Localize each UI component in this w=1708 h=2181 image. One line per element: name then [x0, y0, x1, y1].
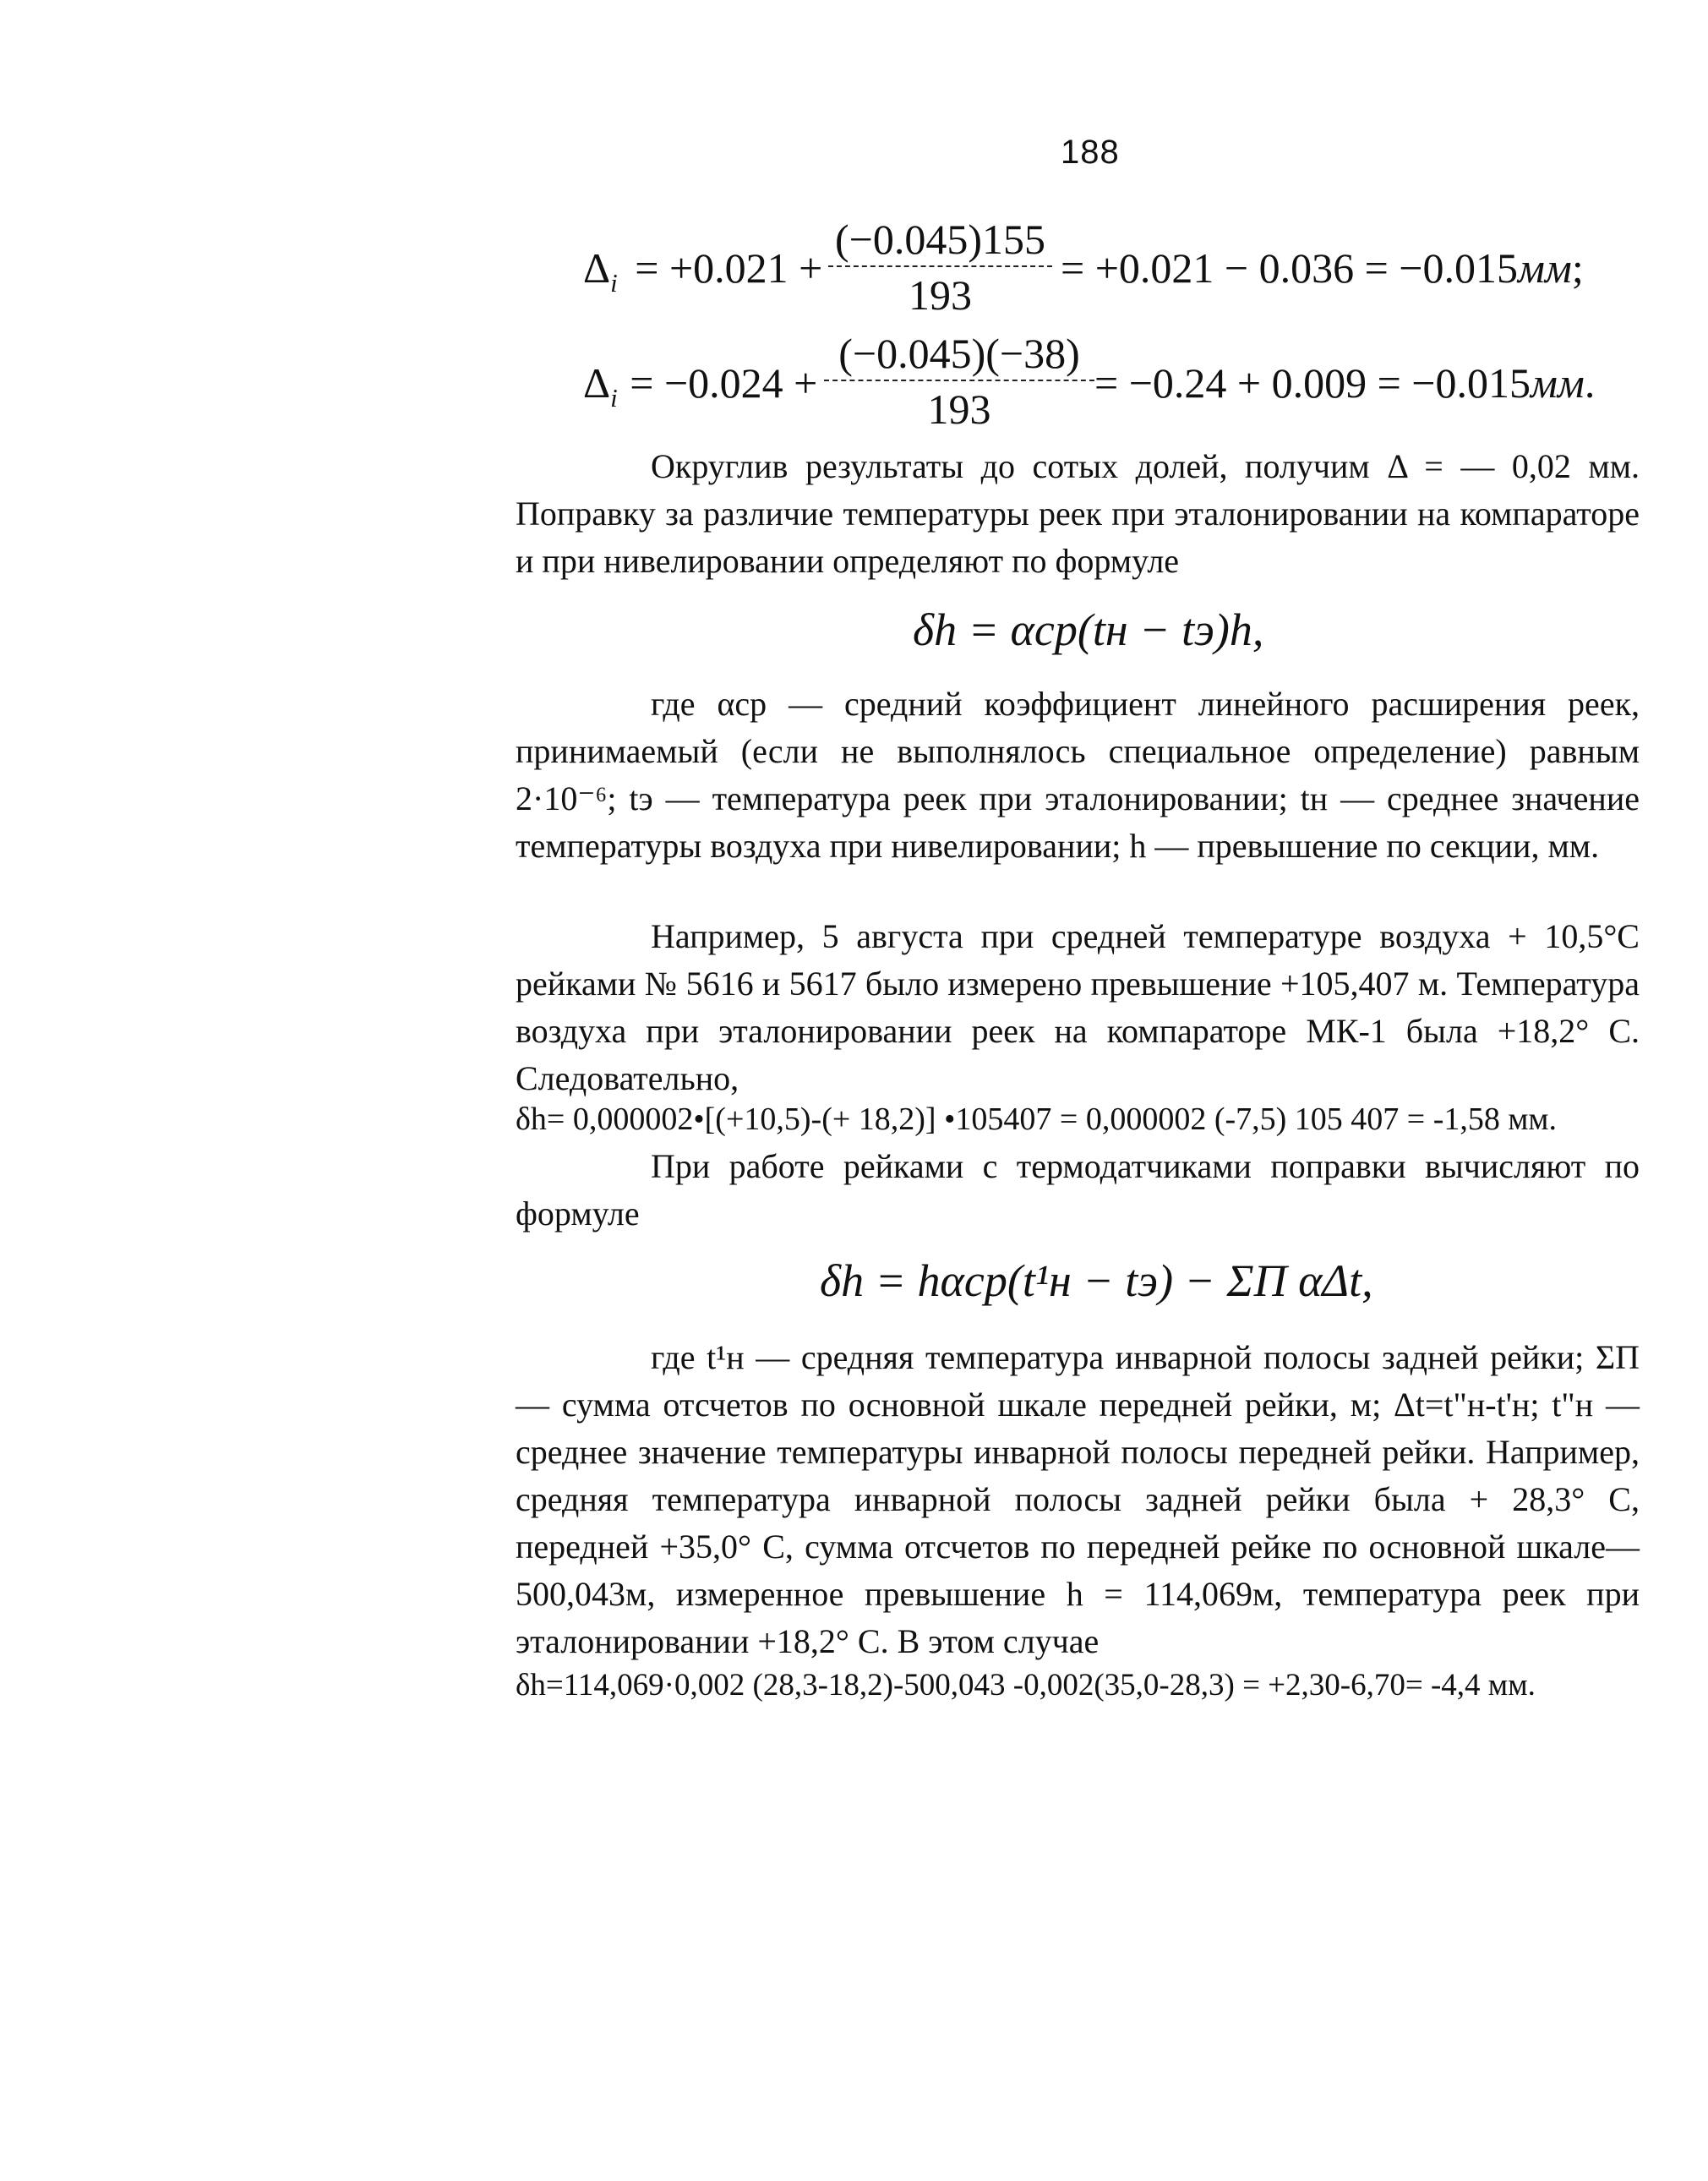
paragraph-thermal-sensors: При работе рейками с термодатчиками поправки вычисляют по формуле — [516, 1147, 1640, 1233]
equation-1-unit: мм — [1518, 244, 1572, 292]
equation-2-lhs: Δ — [583, 359, 611, 407]
paragraph-example-2: где t¹н — средняя температура инварной полосы задней рейки; ΣП — сумма отсчетов по основной шкале передней рейки, м; Δt=t"н-t'н; t"н — среднее значение температуры инварной полосы передней рейки. Например, средняя температура инварной полосы задней рейки была + 28,3° С, передней +35,0° С, сумма отсчетов по передней рейке по основной шкале—500,043м, измеренное превышение h = 114,069м, температура реек при эталонировании +18,2° С. В этом случае — [516, 1338, 1640, 1660]
calculation-1: δh= 0,000002•[(+10,5)-(+ 18,2)] •105407 = 0,000002 (-7,5) 105 407 = -1,58 мм. — [516, 1101, 1557, 1137]
equation-2-result: = −0.24 + 0.009 = −0.015 — [1094, 359, 1531, 407]
equation-1-lhs: Δ — [583, 244, 611, 292]
equation-1-end: ; — [1571, 244, 1584, 292]
equation-2-unit: мм — [1531, 359, 1585, 407]
page-number: 188 — [1061, 134, 1120, 171]
equation-1-numerator: (−0.045)155 — [828, 218, 1052, 267]
equation-1-result: = +0.021 − 0.036 = −0.015 — [1061, 244, 1518, 292]
equation-2-numerator: (−0.045)(−38) — [824, 332, 1094, 381]
formula-thermal-sensors: δh = hαср(t¹н − tэ) − ΣΠ αΔt, — [820, 1255, 1373, 1306]
paragraph-example-1: Например, 5 августа при средней температуре воздуха + 10,5°С рейками № 5616 и 5617 было измерено превышение +105,407 м. Температура воздуха при эталонировании реек на компараторе МК-1 была +18,2° С. Следовательно, — [516, 917, 1640, 1097]
equation-2-lhs-subscript: i — [610, 383, 618, 413]
equation-1-denominator: 193 — [909, 271, 972, 319]
equation-2-prefix: = −0.024 + — [630, 359, 818, 407]
paragraph-definitions: где αср — средний коэффициент линейного расширения реек, принимаемый (если не выполнялось специальное определение) равным 2·10⁻⁶; tэ — температура реек при эталонировании; tн — среднее значение температуры воздуха при нивелировании; h — превышение по секции, мм. — [516, 685, 1640, 865]
equation-1-lhs-subscript: i — [610, 268, 618, 298]
equation-2-denominator: 193 — [927, 385, 991, 433]
paragraph-rounding: Округлив результаты до сотых долей, получим Δ = — 0,02 мм. Поправку за различие температуры реек при эталонировании на компараторе и при нивелировании определяют по формуле — [516, 447, 1640, 580]
equation-1-prefix: = +0.021 + — [635, 244, 823, 292]
calculation-2: δh=114,069·0,002 (28,3-18,2)-500,043 -0,002(35,0-28,3) = +2,30-6,70= -4,4 мм. — [516, 1668, 1536, 1703]
formula-temperature-correction: δh = αср(tн − tэ)h, — [913, 604, 1264, 655]
equation-2-end: . — [1584, 359, 1596, 407]
